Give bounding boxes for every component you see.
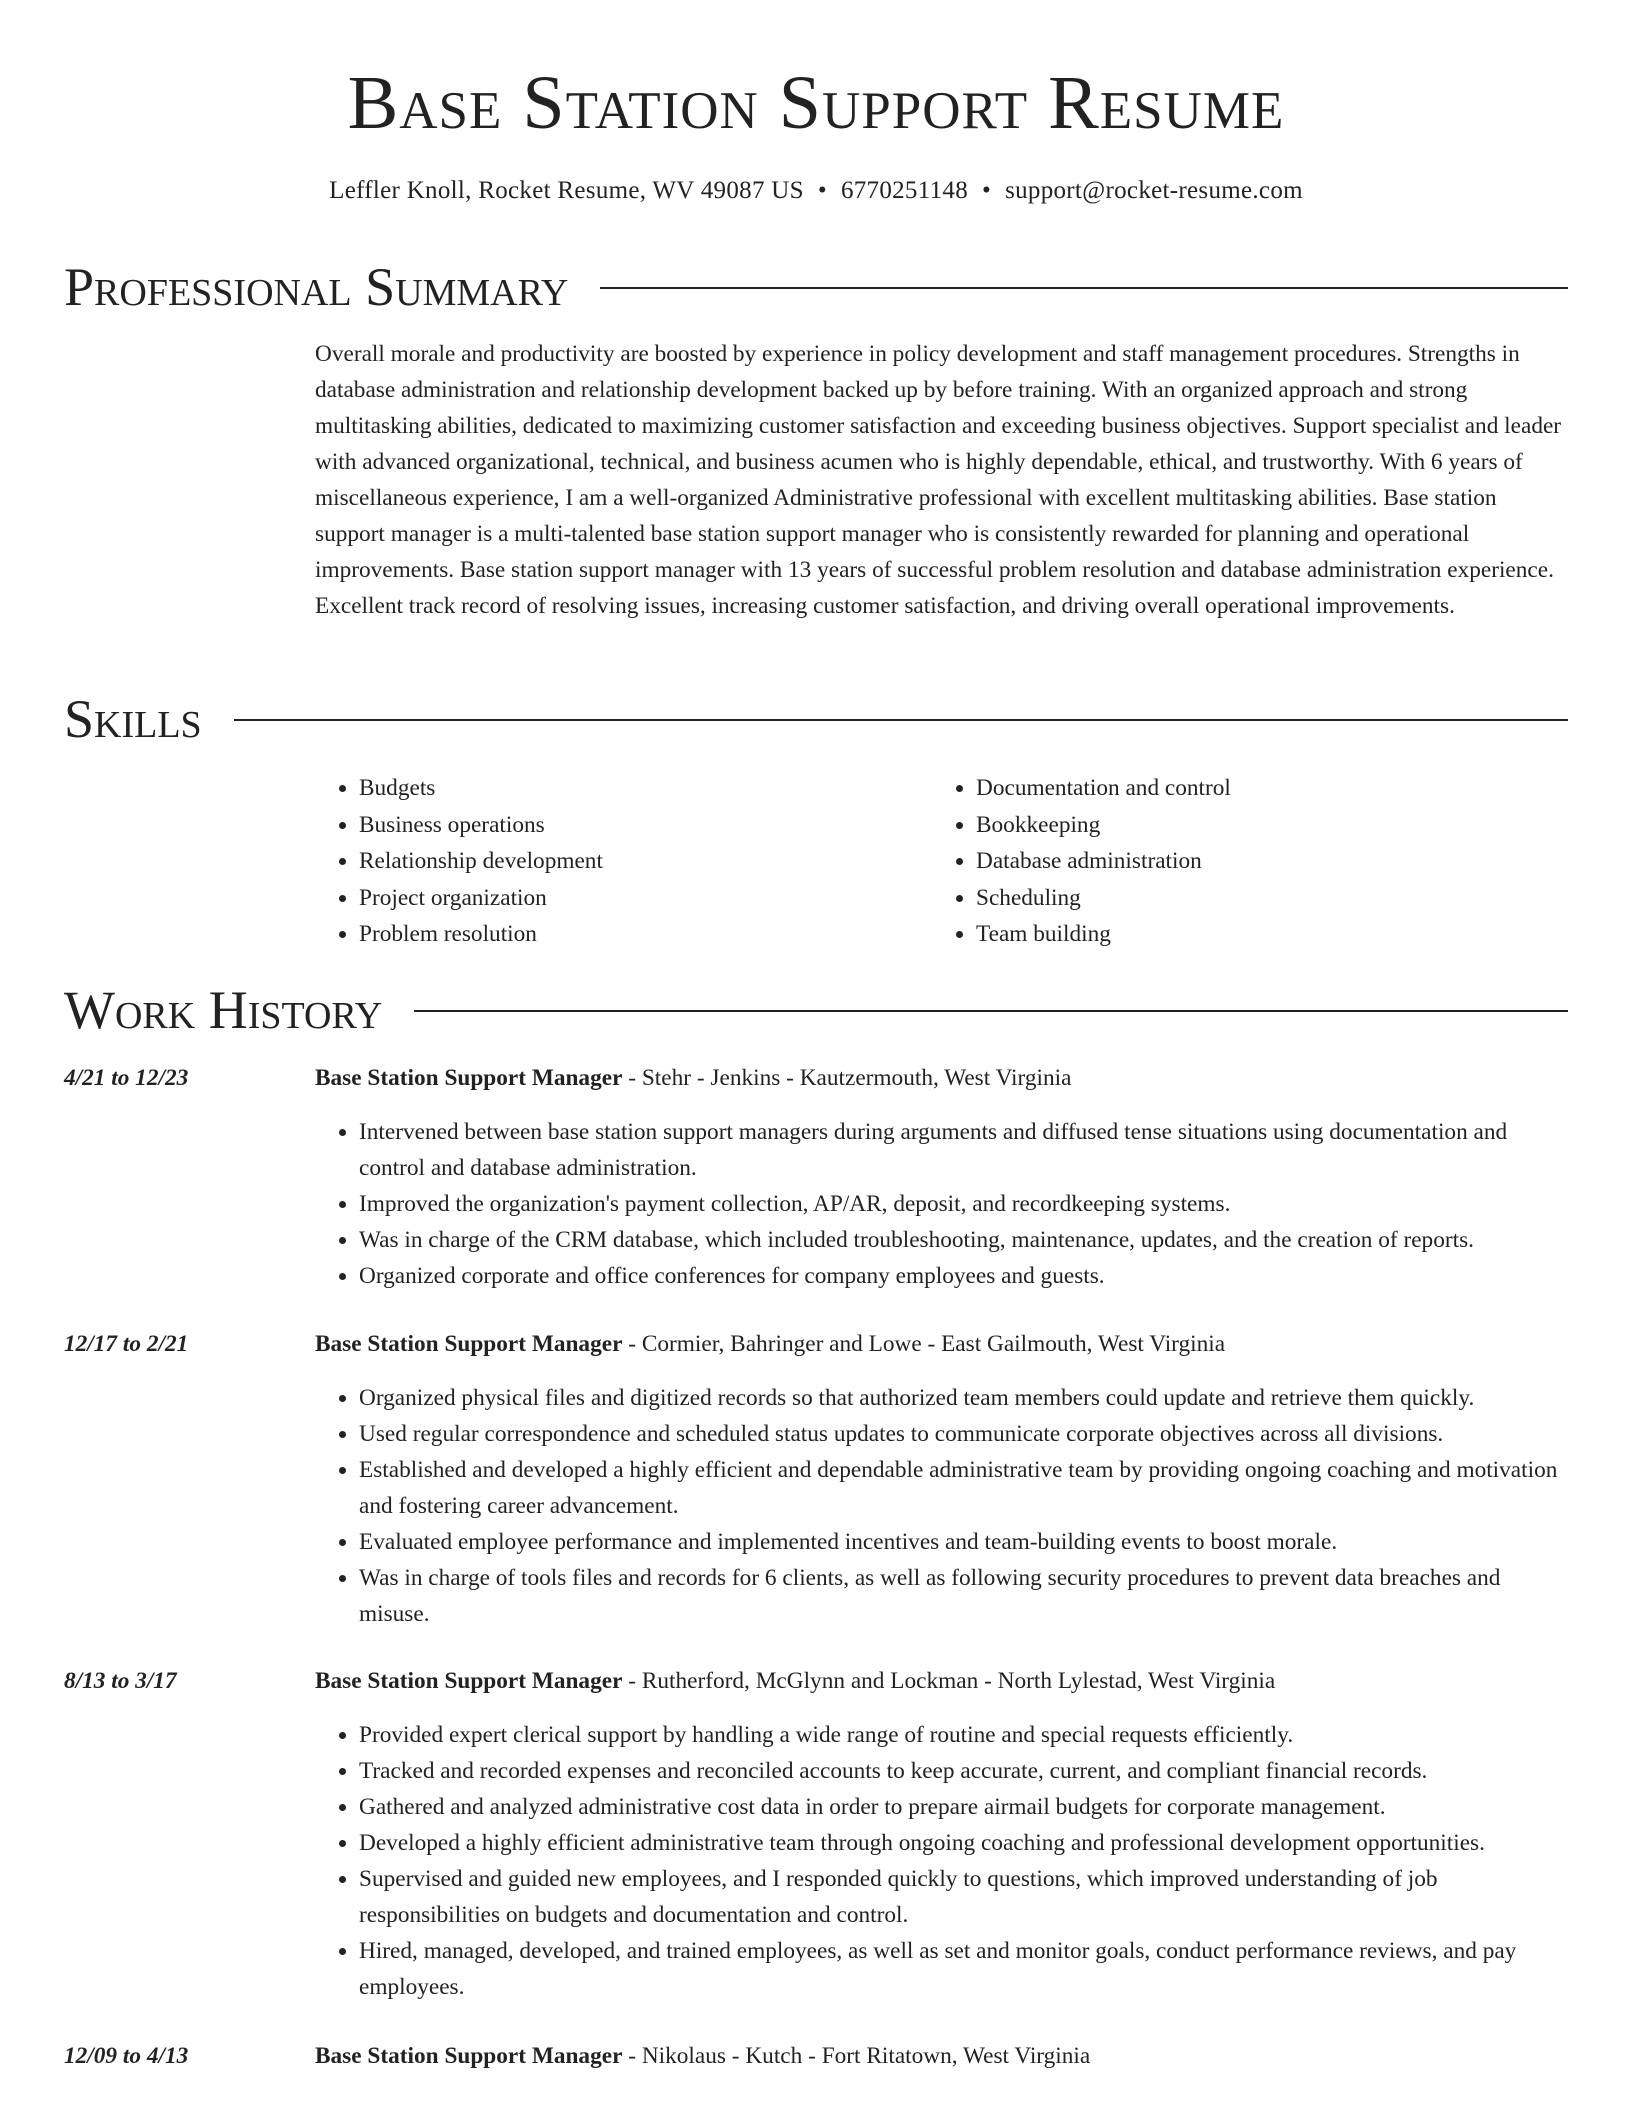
section-divider (414, 1010, 1568, 1012)
job-employer-location: - Stehr - Jenkins - Kautzermouth, West Virginia (622, 1065, 1072, 1091)
section-divider (600, 287, 1568, 289)
summary-section-header (64, 256, 1568, 318)
job-dates: 12/17 to 2/21 (64, 1331, 189, 1357)
job-header (315, 1663, 1275, 1699)
duty-item: • Gathered and analyzed administrative cost data in order to prepare airmail budgets for corporate management. (359, 1789, 1568, 1825)
skills-list (315, 770, 1568, 953)
job-title: Base Station Support Manager (315, 1331, 623, 1357)
job-dates: 8/13 to 3/17 (64, 1668, 177, 1694)
skills-section-header (64, 688, 1568, 750)
duty-item: • Established and developed a highly efficient and dependable administrative team by providing ongoing coaching and motivation and fostering career advancement. (359, 1452, 1568, 1524)
skills-column-right (932, 770, 1549, 953)
work-section-header (64, 979, 1568, 1041)
skill-item: • Bookkeeping (976, 807, 1549, 844)
section-divider (234, 719, 1568, 721)
job-dates: 4/21 to 12/23 (64, 1065, 189, 1091)
duty-item: • Improved the organization's payment collection, AP/AR, deposit, and recordkeeping systems. (359, 1186, 1568, 1222)
job-duties (315, 1114, 1568, 1294)
job-duties (315, 1380, 1568, 1632)
skill-item: • Project organization (359, 880, 932, 917)
duty-item: • Organized physical files and digitized records so that authorized team members could update and retrieve them quickly. (359, 1380, 1568, 1416)
job-header (315, 2038, 1090, 2074)
duty-item: • Used regular correspondence and scheduled status updates to communicate corporate objectives across all divisions. (359, 1416, 1568, 1452)
contact-separator: • (982, 177, 992, 204)
duty-item: • Evaluated employee performance and implemented incentives and team-building events to boost morale. (359, 1524, 1568, 1560)
skills-column-left (315, 770, 932, 953)
duty-item: • Intervened between base station support managers during arguments and diffused tense situations using documentation and control and database administration. (359, 1114, 1568, 1186)
duty-item: • Provided expert clerical support by handling a wide range of routine and special requests efficiently. (359, 1717, 1568, 1753)
contact-line (64, 174, 1568, 208)
job-header (315, 1060, 1071, 1096)
job-duties (315, 1717, 1568, 2005)
skill-item: • Relationship development (359, 843, 932, 880)
duty-item: • Hired, managed, developed, and trained employees, as well as set and monitor goals, conduct performance reviews, and pay employees. (359, 1933, 1568, 2005)
skill-item: • Scheduling (976, 880, 1549, 917)
contact-email[interactable]: support@rocket-resume.com (1005, 177, 1303, 204)
job-employer-location: - Rutherford, McGlynn and Lockman - North Lylestad, West Virginia (622, 1668, 1276, 1694)
job-title: Base Station Support Manager (315, 1668, 623, 1694)
skills-heading: Skills (64, 689, 202, 749)
job-dates: 12/09 to 4/13 (64, 2043, 189, 2069)
duty-item: • Was in charge of the CRM database, which included troubleshooting, maintenance, updates, and the creation of reports. (359, 1222, 1568, 1258)
job-header (315, 1326, 1225, 1362)
duty-item: • Supervised and guided new employees, and I responded quickly to questions, which improved understanding of job responsibilities on budgets and documentation and control. (359, 1861, 1568, 1933)
skill-item: • Business operations (359, 807, 932, 844)
contact-address: Leffler Knoll, Rocket Resume, WV 49087 US (329, 177, 804, 204)
duty-item: • Developed a highly efficient administrative team through ongoing coaching and professional development opportunities. (359, 1825, 1568, 1861)
skill-item: • Team building (976, 916, 1549, 953)
job-title: Base Station Support Manager (315, 1065, 623, 1091)
skill-item: • Problem resolution (359, 916, 932, 953)
job-title: Base Station Support Manager (315, 2043, 623, 2069)
skill-item: • Budgets (359, 770, 932, 807)
contact-phone: 6770251148 (840, 177, 969, 204)
duty-item: • Was in charge of tools files and records for 6 clients, as well as following security procedures to prevent data breaches and misuse. (359, 1560, 1568, 1632)
skill-item: • Database administration (976, 843, 1549, 880)
summary-text: Overall morale and productivity are boosted by experience in policy development and staff management procedures. Strengths in database administration and relationship development backed up by before training. With an organized approach and strong multitasking abilities, dedicated to maximizing customer satisfaction and exceeding business objectives. Support specialist and leader with advanced organizational, technical, and business acumen who is highly dependable, ethical, and trustworthy. With 6 years of miscellaneous experience, I am a well-organized Administrative professional with excellent multitasking abilities. Base station support manager is a multi-talented base station support manager who is consistently rewarded for planning and operational improvements. Base station support manager with 13 years of successful problem resolution and database administration experience. Excellent track record of resolving issues, increasing customer satisfaction, and driving overall operational improvements. (315, 341, 1562, 619)
job-employer-location: - Cormier, Bahringer and Lowe - East Gailmouth, West Virginia (622, 1331, 1226, 1357)
job-employer-location: - Nikolaus - Kutch - Fort Ritatown, West Virginia (622, 2043, 1091, 2069)
contact-separator: • (817, 177, 827, 204)
skill-item: • Documentation and control (976, 770, 1549, 807)
duty-item: • Organized corporate and office conferences for company employees and guests. (359, 1258, 1568, 1294)
resume-title: Base Station Support Resume (347, 61, 1285, 145)
work-heading: Work History (64, 980, 383, 1040)
duty-item: • Tracked and recorded expenses and reconciled accounts to keep accurate, current, and compliant financial records. (359, 1753, 1568, 1789)
summary-heading: Professional Summary (64, 257, 569, 317)
